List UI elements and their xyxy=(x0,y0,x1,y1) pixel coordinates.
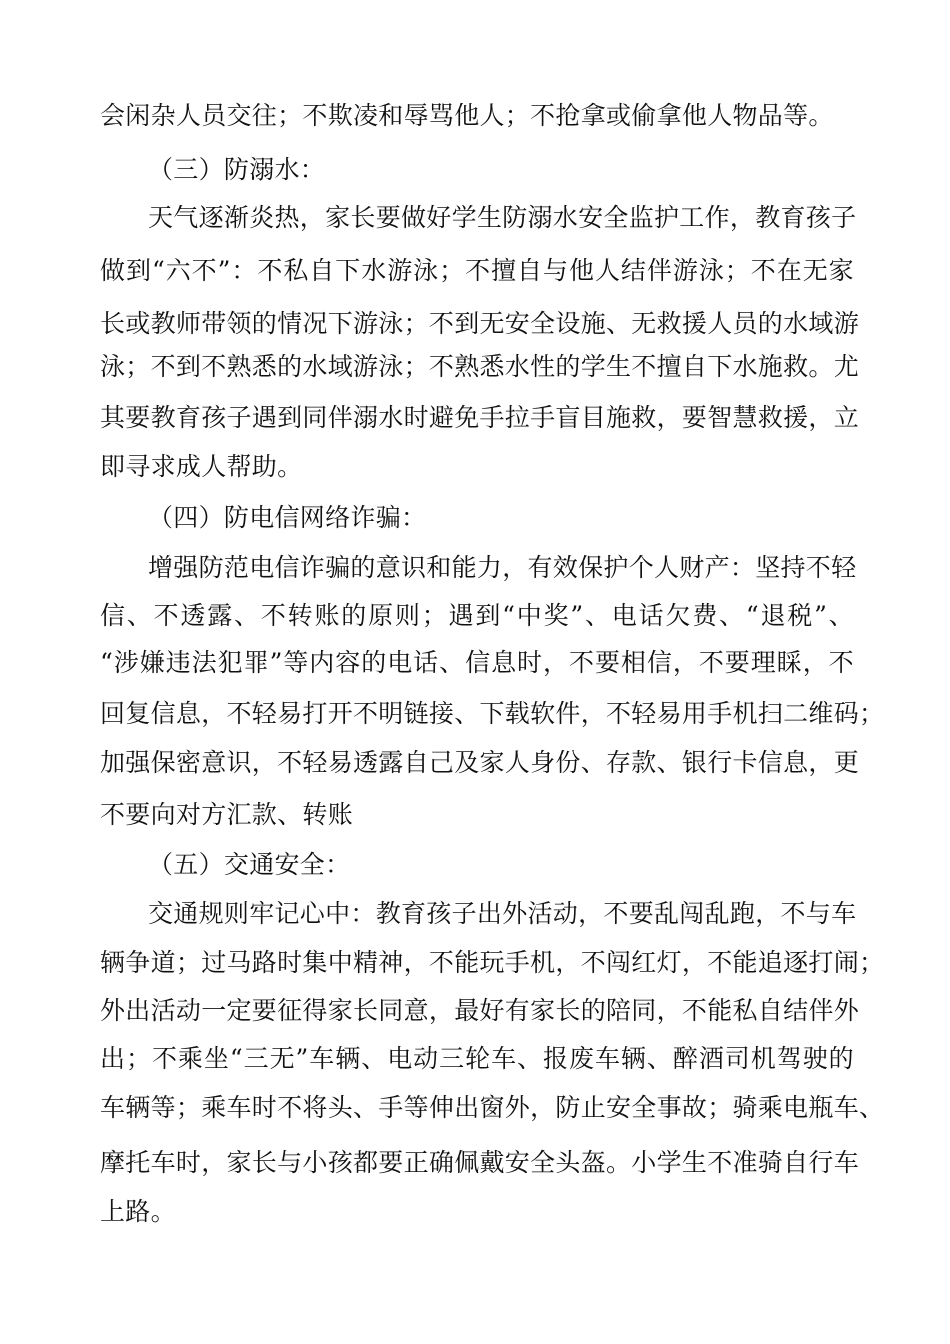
paragraph-line: 外出活动一定要征得家长同意，最好有家长的陪同，不能私自结伴外 xyxy=(100,996,860,1025)
paragraph-line: 加强保密意识，不轻易透露自己及家人身份、存款、银行卡信息，更 xyxy=(100,748,860,777)
paragraph-line: 增强防范电信诈骗的意识和能力，有效保护个人财产：坚持不轻 xyxy=(148,553,857,582)
paragraph-line: 车辆等；乘车时不将头、手等伸出窗外，防止安全事故；骑乘电瓶车、 xyxy=(100,1093,885,1122)
paragraph-line: 天气逐渐炎热，家长要做好学生防溺水安全监护工作，教育孩子 xyxy=(148,203,857,232)
paragraph-line: 摩托车时，家长与小孩都要正确佩戴安全头盔。小学生不准骑自行车 xyxy=(100,1148,860,1177)
paragraph-line: 会闲杂人员交往；不欺凌和辱骂他人；不抢拿或偷拿他人物品等。 xyxy=(100,101,834,130)
paragraph-line: 泳；不到不熟悉的水域游泳；不熟悉水性的学生不擅自下水施救。尤 xyxy=(100,352,860,381)
paragraph-line: 即寻求成人帮助。 xyxy=(100,452,303,481)
paragraph-line: 长或教师带领的情况下游泳；不到无安全设施、无救援人员的水域游 xyxy=(100,309,860,338)
paragraph-line: 信、不透露、不转账的原则；遇到“中奖”、电话欠费、“退税”、 xyxy=(100,601,854,630)
paragraph-line: 出；不乘坐“三无”车辆、电动三轮车、报废车辆、醉酒司机驾驶的 xyxy=(100,1044,854,1073)
paragraph-line: 做到“六不”：不私自下水游泳；不擅自与他人结伴游泳；不在无家 xyxy=(100,256,854,285)
paragraph-line: 上路。 xyxy=(100,1197,176,1226)
paragraph-line: 其要教育孩子遇到同伴溺水时避免手拉手盲目施救，要智慧救援，立 xyxy=(100,403,860,432)
paragraph-line: 不要向对方汇款、转账 xyxy=(100,800,354,829)
section-heading-traffic-safety: （五）交通安全： xyxy=(148,850,351,879)
section-heading-drowning: （三）防溺水： xyxy=(148,155,326,184)
paragraph-line: 交通规则牢记心中：教育孩子出外活动，不要乱闯乱跑，不与车 xyxy=(148,899,857,928)
paragraph-line: “涉嫌违法犯罪”等内容的电话、信息时，不要相信，不要理睬，不 xyxy=(100,648,854,677)
paragraph-line: 回复信息，不轻易打开不明链接、下载软件，不轻易用手机扫二维码； xyxy=(100,699,885,728)
section-heading-telecom-fraud: （四）防电信网络诈骗： xyxy=(148,503,427,532)
paragraph-line: 辆争道；过马路时集中精神，不能玩手机，不闯红灯，不能追逐打闹； xyxy=(100,948,885,977)
